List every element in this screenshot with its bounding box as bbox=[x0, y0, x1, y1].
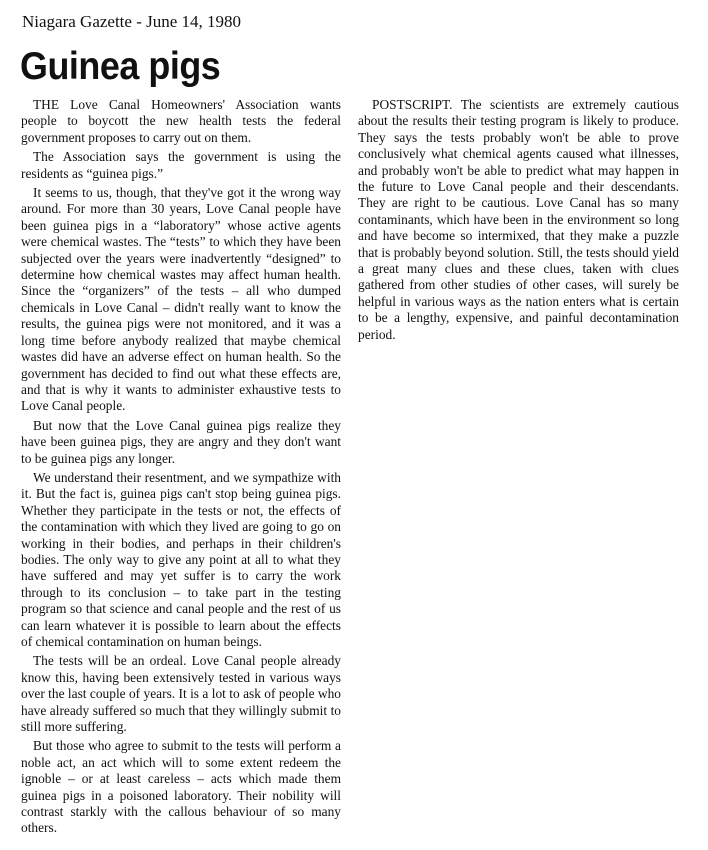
paragraph: But now that the Love Canal guinea pigs realize they have been guinea pigs, they are angry and they don't want to be guinea pigs any longer. bbox=[21, 417, 341, 466]
paragraph: The tests will be an ordeal. Love Canal people already know this, having been extensively tested in various ways over the last couple of years. It is a lot to ask of people who have already suffered so much that they willingly submit to still more suffering. bbox=[21, 653, 341, 735]
paragraph: The Association says the government is using the residents as “guinea pigs.” bbox=[21, 149, 341, 181]
paragraph: THE Love Canal Homeowners' Association wants people to boycott the new health tests the federal government proposes to carry out on them. bbox=[21, 97, 341, 145]
article-left-column bbox=[21, 97, 341, 840]
article-right-column bbox=[358, 97, 679, 346]
postscript-paragraph: POSTSCRIPT. The scientists are extremely cautious about the results their testing program is likely to produce. They says the tests probably won't be able to prove conclusively what chemical agents caused what illnesses, and probably won't be able to predict what may happen in the future to Love Canal people and their descendants. They are right to be cautious. Love Canal has so many contaminants, which have been in the environment so long and have become so intermixed, that they make a puzzle that is probably beyond solution. Still, the tests should yield a great many clues and these clues, taken with clues gathered from other studies of other cases, will surely be helpful in various ways as the nation enters what is certain to be a lengthy, expensive, and painful decontamination period. bbox=[358, 97, 679, 342]
paragraph: It seems to us, though, that they've got it the wrong way around. For more than 30 years, Love Canal people have been guinea pigs in a “laboratory” whose active agents were chemical wastes. The “tests” to which they have been subjected over the years were inadvertently “designed” to determine how chemical wastes may affect human health. Since the “organizers” of the tests – all who dumped chemicals in Love Canal – didn't really want to know the results, the guinea pigs were not monitored, and it was a long time before anybody realized that maybe chemical wastes did have an adverse effect on human health. So the government has decided to find out what these effects are, and that is why it wants to administer exhaustive tests to Love Canal people. bbox=[21, 185, 341, 414]
headline: Guinea pigs bbox=[20, 45, 221, 88]
paragraph: We understand their resentment, and we sympathize with it. But the fact is, guinea pigs can't stop being guinea pigs. Whether they participate in the tests or not, the effects of the contamination with which they lived are going to go on working in their bodies, and perhaps in their children's bodies. The only way to give any point at all to what they have suffered and may yet suffer is to carry the work through to its conclusion – to take part in the testing program so that science and canal people and the rest of us can learn whatever it is possible to learn about the effects of chemical contamination on human beings. bbox=[21, 469, 341, 649]
paragraph: But those who agree to submit to the tests will perform a noble act, an act which will to some extent redeem the ignoble – or at least careless – acts which made them guinea pigs in a poisoned laboratory. Their nobility will contrast starkly with the callous behaviour of so many others. bbox=[21, 738, 341, 836]
source-line: Niagara Gazette - June 14, 1980 bbox=[22, 12, 242, 31]
